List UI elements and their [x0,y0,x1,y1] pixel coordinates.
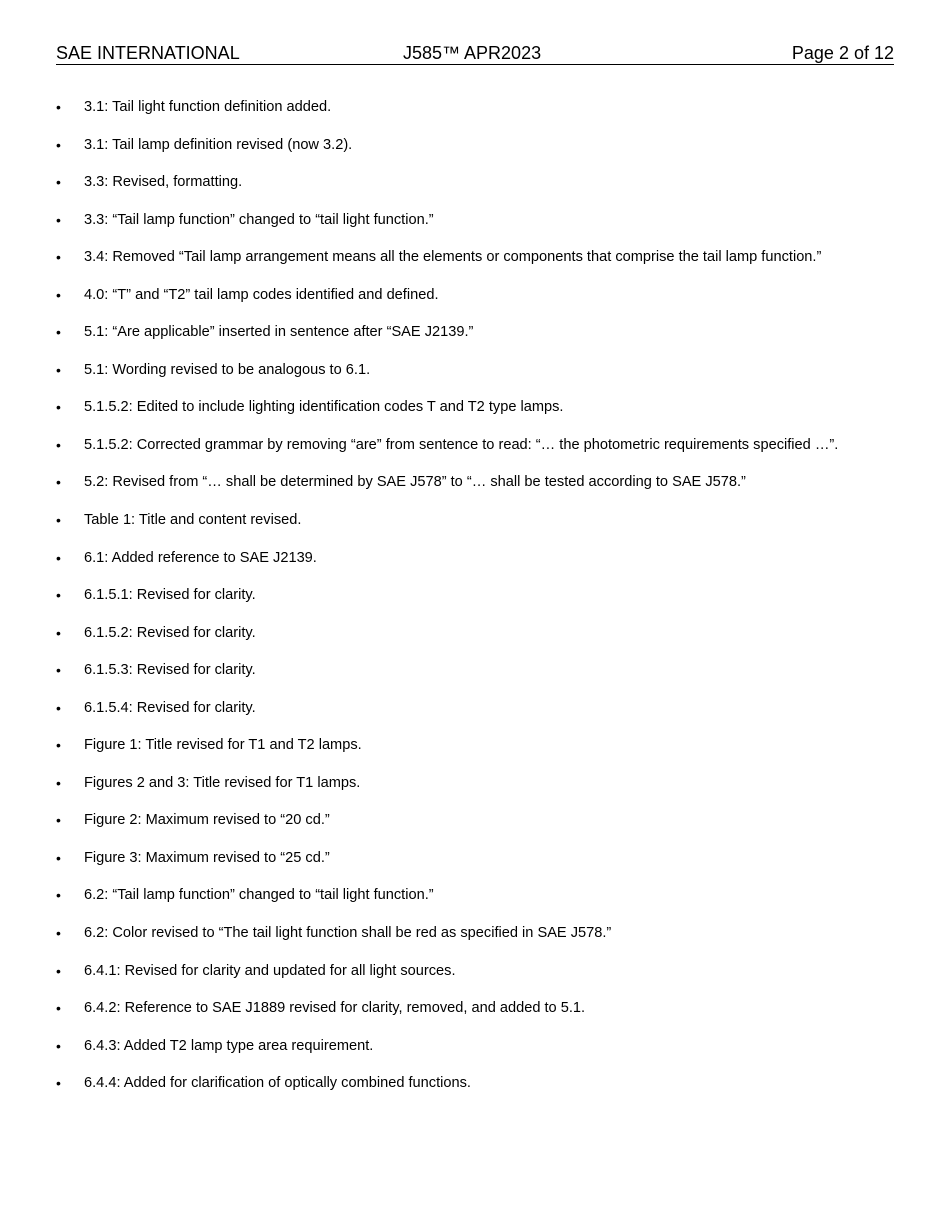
bullet-icon: • [56,699,61,716]
bullet-icon: • [56,361,61,378]
header-document-id: J585™ APR2023 [403,43,542,63]
bullet-icon: • [56,849,61,866]
change-item-text: 6.2: Color revised to “The tail light function shall be red as specified in SAE J578.” [84,925,612,942]
change-item-text: Figure 3: Maximum revised to “25 cd.” [84,849,330,866]
bullet-icon: • [56,662,61,679]
change-list-item [56,622,916,660]
change-list-item [56,734,916,772]
bullet-icon: • [56,549,61,566]
change-item-text: 4.0: “T” and “T2” tail lamp codes identified and defined. [84,286,439,303]
bullet-icon: • [56,774,61,791]
bullet-icon: • [56,286,61,303]
change-item-text: 6.1.5.1: Revised for clarity. [84,587,256,604]
change-item-text: 6.1.5.2: Revised for clarity. [84,624,256,641]
change-list-item [56,922,916,960]
change-list-item [56,809,916,847]
bullet-icon: • [56,1075,61,1092]
change-item-text: 5.1.5.2: Corrected grammar by removing “are” from sentence to read: “… the photometric requirements specified …”. [84,436,839,453]
bullet-icon: • [56,99,61,115]
change-list-item [56,659,916,697]
change-item-text: 5.1: “Are applicable” inserted in sentence after “SAE J2139.” [84,324,474,341]
change-item-text: Figure 1: Title revised for T1 and T2 lamps. [84,737,362,754]
bullet-icon: • [56,1037,61,1054]
bullet-icon: • [56,587,61,604]
change-list-item [56,134,916,172]
change-item-text: 6.1.5.3: Revised for clarity. [84,662,256,679]
change-item-text: 6.1.5.4: Revised for clarity. [84,699,256,716]
header-organization: SAE INTERNATIONAL [56,43,240,63]
change-list-item [56,960,916,998]
change-list-item [56,321,916,359]
change-list-item [56,434,916,472]
change-item-text: 6.4.1: Revised for clarity and updated for all light sources. [84,962,456,979]
change-item-text: Figure 2: Maximum revised to “20 cd.” [84,812,330,829]
change-list-item [56,96,916,134]
change-item-text: 6.4.2: Reference to SAE J1889 revised for clarity, removed, and added to 5.1. [84,1000,586,1017]
change-item-text: Table 1: Title and content revised. [84,512,302,529]
change-item-text: 5.2: Revised from “… shall be determined by SAE J578” to “… shall be tested according to SAE J578.” [84,474,746,491]
change-list-item [56,284,916,322]
header-page-number: Page 2 of 12 [791,43,894,63]
bullet-icon: • [56,1000,61,1017]
bullet-icon: • [56,737,61,754]
change-list-item [56,171,916,209]
change-item-text: 6.1: Added reference to SAE J2139. [84,549,317,566]
change-item-text: 3.4: Removed “Tail lamp arrangement means all the elements or components that comprise the tail lamp function.” [84,249,822,266]
bullet-icon: • [56,211,61,228]
change-list-item [56,772,916,810]
bullet-icon: • [56,624,61,641]
bullet-icon: • [56,399,61,416]
bullet-icon: • [56,474,61,491]
change-list-item [56,1035,916,1073]
change-item-text: 6.4.3: Added T2 lamp type area requirement. [84,1037,374,1054]
bullet-icon: • [56,925,61,942]
page-header [56,42,894,65]
change-list-item [56,246,916,284]
change-list-item [56,509,916,547]
change-item-text: Figures 2 and 3: Title revised for T1 lamps. [84,774,361,791]
change-list-item [56,359,916,397]
bullet-icon: • [56,249,61,266]
change-item-text: 3.1: Tail light function definition added. [84,99,332,115]
change-item-text: 3.3: Revised, formatting. [84,174,243,191]
change-list-item [56,884,916,922]
bullet-icon: • [56,887,61,904]
change-item-text: 3.1: Tail lamp definition revised (now 3.2). [84,136,353,153]
bullet-icon: • [56,436,61,453]
bullet-icon: • [56,962,61,979]
change-list [56,96,916,1110]
change-item-text: 5.1.5.2: Edited to include lighting identification codes T and T2 type lamps. [84,399,564,416]
change-list-item [56,997,916,1035]
bullet-icon: • [56,512,61,529]
change-item-text: 3.3: “Tail lamp function” changed to “tail light function.” [84,211,434,228]
bullet-icon: • [56,324,61,341]
bullet-icon: • [56,812,61,829]
change-list-item [56,847,916,885]
change-item-text: 6.4.4: Added for clarification of optically combined functions. [84,1075,471,1092]
change-list-item [56,547,916,585]
change-list-item [56,697,916,735]
change-list-item [56,396,916,434]
change-item-text: 6.2: “Tail lamp function” changed to “tail light function.” [84,887,434,904]
bullet-icon: • [56,136,61,153]
change-list-item [56,1072,916,1110]
change-list-item [56,471,916,509]
change-list-item [56,584,916,622]
change-item-text: 5.1: Wording revised to be analogous to 6.1. [84,361,371,378]
change-list-item [56,209,916,247]
bullet-icon: • [56,174,61,191]
